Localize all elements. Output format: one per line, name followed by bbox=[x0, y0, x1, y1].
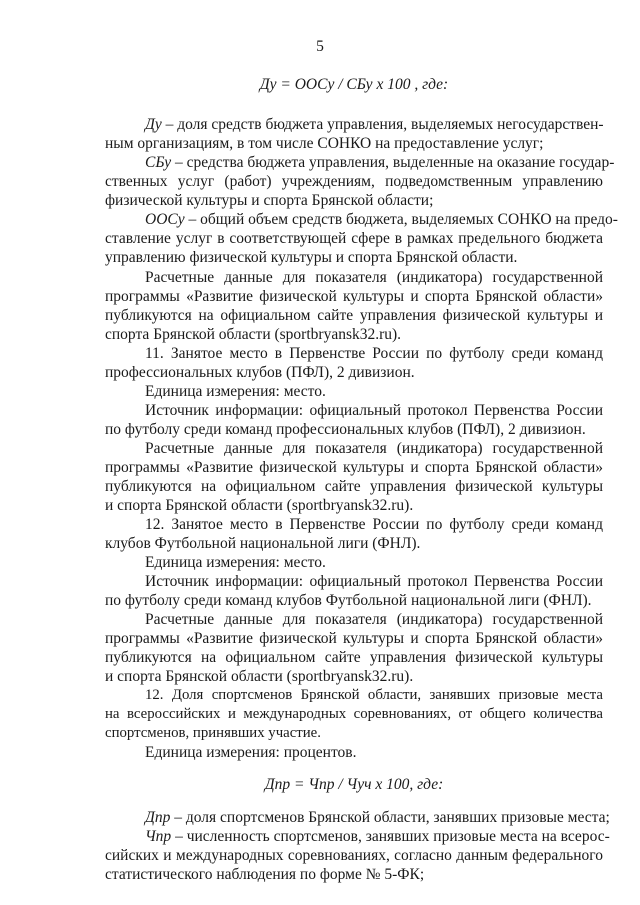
item12-line2: клубов Футбольной национальной лиги (ФНЛ). bbox=[105, 535, 421, 552]
source12-line1: Источник информации: официальный протокол Первенства России bbox=[145, 573, 603, 590]
unit12b: Единица измерения: процентов. bbox=[145, 744, 357, 761]
def-dpr-line1: Дпр – доля спортсменов Брянской области, занявших призовые места; bbox=[145, 809, 610, 826]
def-chpr-line3: статистического наблюдения по форме № 5-ФК; bbox=[105, 866, 425, 883]
source12-line2: по футболу среди команд клубов Футбольной национальной лиги (ФНЛ). bbox=[105, 592, 592, 609]
term-dpr: Дпр bbox=[145, 809, 171, 826]
term-chpr: Чпр bbox=[145, 828, 172, 845]
source11-line2: по футболу среди команд профессиональных клубов (ПФЛ), 2 дивизион. bbox=[105, 421, 586, 438]
calc1-line4: спорта Брянской области (sportbryansk32.ru). bbox=[105, 326, 402, 343]
item12b-line3: спортсменов, принявших участие. bbox=[105, 725, 321, 741]
term-oosu: ООСу bbox=[145, 211, 185, 228]
def-sbu-line1: СБу – средства бюджета управления, выделенные на оказание государ- bbox=[145, 154, 615, 171]
calc1-line2: программы «Развитие физической культуры и спорта Брянской области» bbox=[105, 288, 603, 305]
item11-line1: 11. Занятое место в Первенстве России по футболу среди команд bbox=[145, 345, 603, 362]
unit11: Единица измерения: место. bbox=[145, 383, 326, 400]
item12b-line2: на всероссийских и международных соревнованиях, от общего количества bbox=[105, 706, 603, 722]
item12b-line1: 12. Доля спортсменов Брянской области, занявших призовые места bbox=[145, 687, 603, 703]
term-sbu: СБу bbox=[145, 154, 172, 171]
item12-line1: 12. Занятое место в Первенстве России по футболу среди команд bbox=[145, 516, 603, 533]
def-du-line2: ным организациям, в том числе СОНКО на предоставление услуг; bbox=[105, 135, 544, 152]
calc2-line3: публикуются на официальном сайте управления физической культуры bbox=[105, 478, 603, 495]
calc1-line1: Расчетные данные для показателя (индикатора) государственной bbox=[145, 269, 603, 286]
unit12: Единица измерения: место. bbox=[145, 554, 326, 571]
formula-dpr: Дпр = Чпр / Чуч х 100, где: bbox=[264, 776, 444, 793]
def-chpr-line1: Чпр – численность спортсменов, занявших призовые места на всерос- bbox=[145, 828, 610, 845]
item11-line2: профессиональных клубов (ПФЛ), 2 дивизион. bbox=[105, 364, 415, 381]
calc3-line1: Расчетные данные для показателя (индикатора) государственной bbox=[145, 611, 603, 628]
def-oosu-line3: управлению физической культуры и спорта Брянской области. bbox=[105, 249, 518, 266]
calc2-line4: и спорта Брянской области (sportbryansk32.ru). bbox=[105, 497, 414, 514]
calc3-line2: программы «Развитие физической культуры и спорта Брянской области» bbox=[105, 630, 603, 647]
source11-line1: Источник информации: официальный протокол Первенства России bbox=[145, 402, 603, 419]
def-sbu-line3: физической культуры и спорта Брянской области; bbox=[105, 192, 434, 209]
calc3-line3: публикуются на официальном сайте управления физической культуры bbox=[105, 649, 603, 666]
page-number: 5 bbox=[316, 38, 324, 55]
def-du-line1: Ду – доля средств бюджета управления, выделяемых негосударствен- bbox=[145, 116, 604, 133]
calc1-line3: публикуются на официальном сайте управления физической культуры и bbox=[105, 307, 603, 324]
calc2-line1: Расчетные данные для показателя (индикатора) государственной bbox=[145, 440, 603, 457]
calc2-line2: программы «Развитие физической культуры и спорта Брянской области» bbox=[105, 459, 603, 476]
term-du: Ду bbox=[145, 116, 162, 133]
def-oosu-line1: ООСу – общий объем средств бюджета, выделяемых СОНКО на предо- bbox=[145, 211, 618, 228]
def-oosu-line2: ставление услуг в соответствующей сфере в рамках предельного бюджета bbox=[105, 230, 603, 247]
def-sbu-line2: ственных услуг (работ) учреждениям, подведомственным управлению bbox=[105, 173, 603, 190]
formula-du: Ду = ООСу / СБу х 100 , где: bbox=[259, 76, 449, 93]
calc3-line4: и спорта Брянской области (sportbryansk32.ru). bbox=[105, 668, 414, 685]
def-chpr-line2: сийских и международных соревнованиях, согласно данным федерального bbox=[105, 847, 603, 864]
